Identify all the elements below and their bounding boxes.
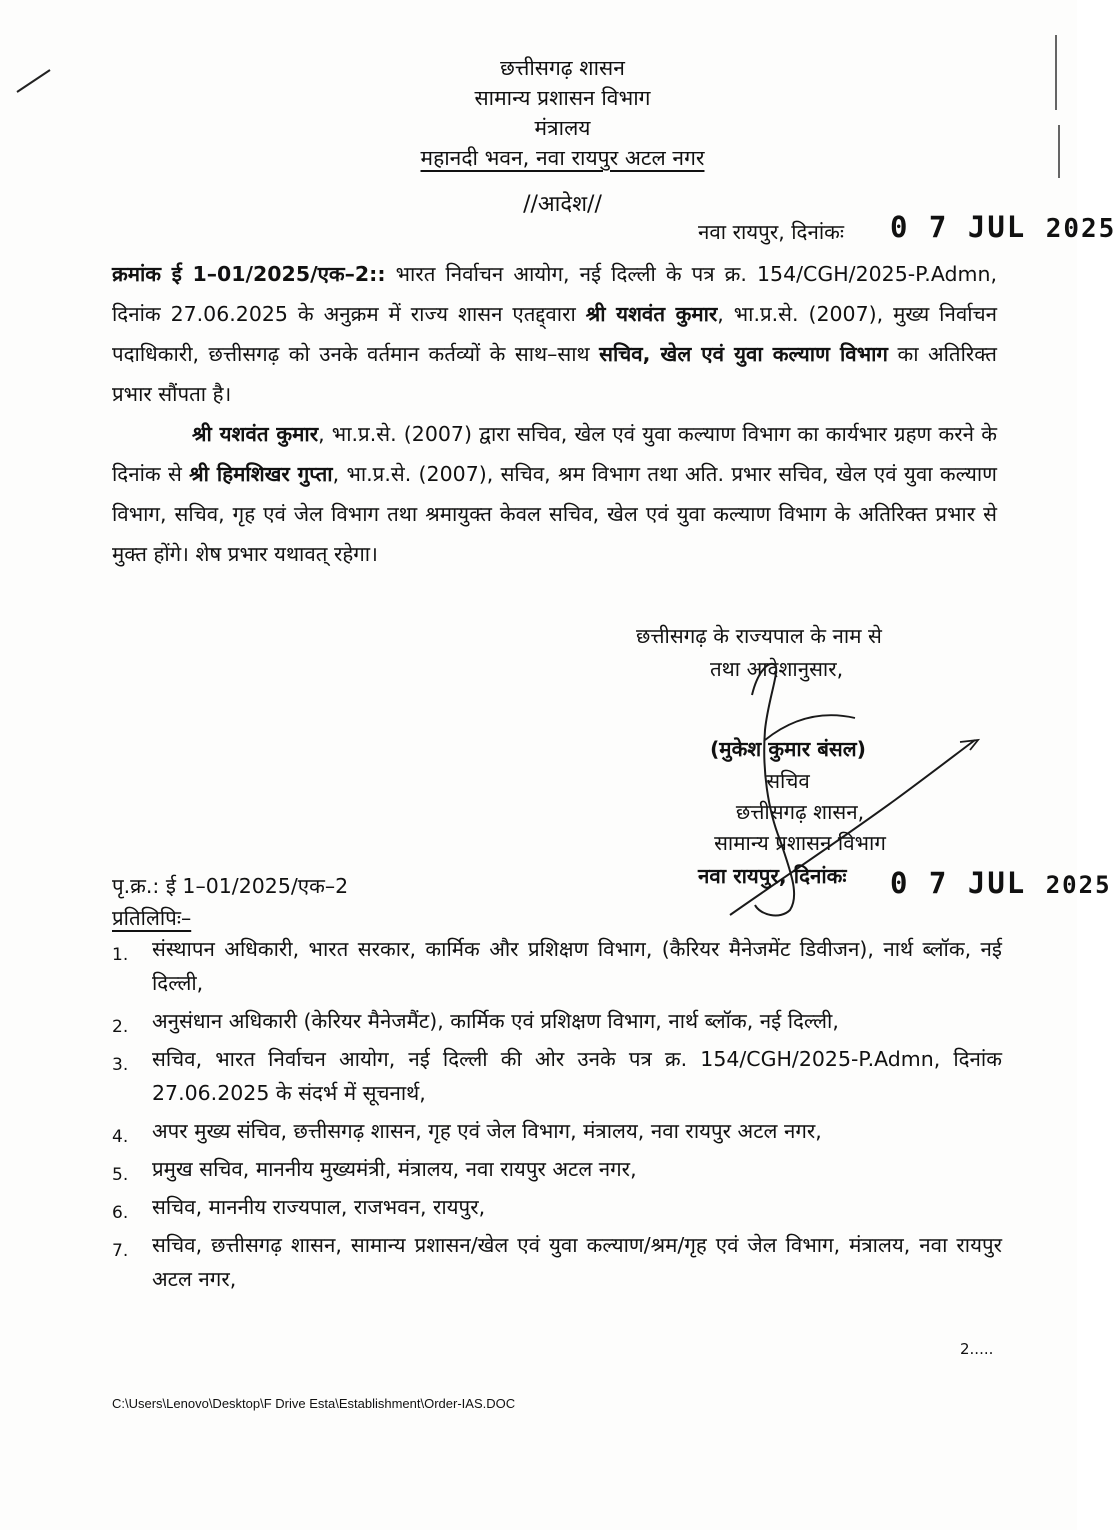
header-government: छत्तीसगढ़ शासन [500, 56, 625, 80]
copy-heading-text: प्रतिलिपिः– [112, 906, 192, 930]
list-item-text: संस्थापन अधिकारी, भारत सरकार, कार्मिक और प्रशिक्षण विभाग, (कैरियर मैनेजमेंट डिवीजन), नार्थ ब्लॉक, नई दिल्ली, [152, 937, 1002, 995]
signatory-office-2: सामान्य प्रशासन विभाग [714, 831, 886, 855]
endorsement-stamp-day: 0 7 [890, 866, 949, 900]
header-address-text: महानदी भवन, नवा रायपुर अटल नगर [420, 146, 705, 170]
officer-name-3: श्री हिमशिखर गुप्ता [189, 462, 333, 486]
officer-name-2: श्री यशवंत कुमार [192, 422, 319, 446]
para1-text-c: का अतिरिक्त प्रभार सौंपता है। [112, 342, 997, 406]
list-item [112, 1190, 1002, 1224]
additional-charge-post: सचिव, खेल एवं युवा कल्याण विभाग [599, 342, 888, 366]
endorsement-date-label: नवा रायपुर, दिनांकः [698, 864, 847, 888]
list-item-number: 2. [112, 1017, 129, 1037]
list-item-number: 7. [112, 1241, 129, 1261]
order-title: //आदेश// [523, 192, 602, 217]
list-item-number: 3. [112, 1055, 129, 1075]
para2-text-b: , भा.प्र.से. (2007), सचिव, श्रम विभाग तथा अति. प्रभार सचिव, खेल एवं युवा कल्याण विभाग, सचिव, गृह एवं जेल विभाग तथा श्रमायुक्त केवल सचिव, खेल एवं युवा कल्याण विभाग के अतिरिक्त प्रभार से मुक्त होंगे। शेष प्रभार यथावत् रहेगा। [112, 462, 997, 566]
para1-text-b: , भा.प्र.से. (2007), मुख्य निर्वाचन पदाधिकारी, छत्तीसगढ़ को उनके वर्तमान कर्तव्यों के साथ–साथ [112, 302, 997, 366]
date-line [698, 218, 844, 246]
order-paragraph-2 [112, 414, 997, 574]
date-stamp [890, 210, 1116, 244]
stamp-month: JUL [967, 210, 1027, 244]
stamp-year: 2025 [1045, 214, 1116, 244]
list-item [112, 932, 1002, 1000]
list-item-text: प्रमुख सचिव, माननीय मुख्यमंत्री, मंत्रालय, नवा रायपुर अटल नगर, [152, 1157, 637, 1181]
header-ministry: मंत्रालय [534, 116, 591, 140]
list-item-text: सचिव, छत्तीसगढ़ शासन, सामान्य प्रशासन/खेल एवं युवा कल्याण/श्रम/गृह एवं जेल विभाग, मंत्रालय, नवा रायपुर अटल नगर, [152, 1233, 1002, 1291]
list-item-number: 6. [112, 1203, 129, 1223]
header-address [0, 144, 1077, 172]
endorsement-stamp-year: 2025 [1045, 871, 1112, 899]
list-item [112, 1152, 1002, 1186]
signatory-office-1: छत्तीसगढ़ शासन, [735, 800, 865, 824]
date-label: नवा रायपुर, दिनांकः [698, 220, 845, 244]
list-item-text: सचिव, माननीय राज्यपाल, राजभवन, रायपुर, [152, 1195, 486, 1219]
order-paragraph-1 [112, 254, 997, 414]
list-item-number: 4. [112, 1127, 129, 1147]
endorsement-ref: पृ.क्र.: ई 1–01/2025/एक–2 [112, 874, 349, 898]
list-item [112, 1114, 1002, 1148]
list-item-number: 5. [112, 1165, 129, 1185]
file-path-footer: C:\Users\Lenovo\Desktop\F Drive Esta\Establishment\Order-IAS.DOC [112, 1396, 516, 1411]
stamp-day: 0 7 [890, 210, 949, 244]
signatory-name: (मुकेश कुमार बंसल) [709, 737, 867, 761]
list-item [112, 1228, 1002, 1296]
copy-heading [112, 904, 191, 932]
para2-text-a: , भा.प्र.से. (2007) द्वारा सचिव, खेल एवं युवा कल्याण विभाग का कार्यभार ग्रहण करने के दिनांक से [112, 422, 997, 486]
page-continue-marker: 2..... [960, 1340, 994, 1358]
list-item [112, 1004, 1002, 1038]
endorsement-stamp-month: JUL [967, 866, 1027, 900]
header-department: सामान्य प्रशासन विभाग [474, 86, 651, 110]
para1-text-a: भारत निर्वाचन आयोग, नई दिल्ली के पत्र क्र. 154/CGH/2025-P.Admn, दिनांक 27.06.2025 के अनुक्रम में राज्य शासन एतद्द्वारा [112, 262, 997, 326]
list-item-number: 1. [112, 945, 129, 965]
list-item-text: अनुसंधान अधिकारी (केरियर मैनेजमैंट), कार्मिक एवं प्रशिक्षण विभाग, नार्थ ब्लॉक, नई दिल्ली, [152, 1009, 839, 1033]
order-reference: क्रमांक ई 1–01/2025/एक–2:: [112, 262, 386, 286]
signatory-designation: सचिव [766, 769, 810, 793]
governor-line-2: तथा आदेशानुसार, [710, 657, 844, 681]
list-item-text: सचिव, भारत निर्वाचन आयोग, नई दिल्ली की ओर उनके पत्र क्र. 154/CGH/2025-P.Admn, दिनांक 27.06.2025 के संदर्भ में सूचनार्थ, [152, 1047, 1002, 1105]
copy-recipient-list [112, 932, 1002, 1300]
governor-line-1: छत्तीसगढ़ के राज्यपाल के नाम से [636, 624, 882, 648]
list-item [112, 1042, 1002, 1110]
endorsement-stamp [890, 866, 1112, 900]
list-item-text: अपर मुख्य संचिव, छत्तीसगढ़ शासन, गृह एवं जेल विभाग, मंत्रालय, नवा रायपुर अटल नगर, [152, 1119, 822, 1143]
officer-name-1: श्री यशवंत कुमार [585, 302, 718, 326]
